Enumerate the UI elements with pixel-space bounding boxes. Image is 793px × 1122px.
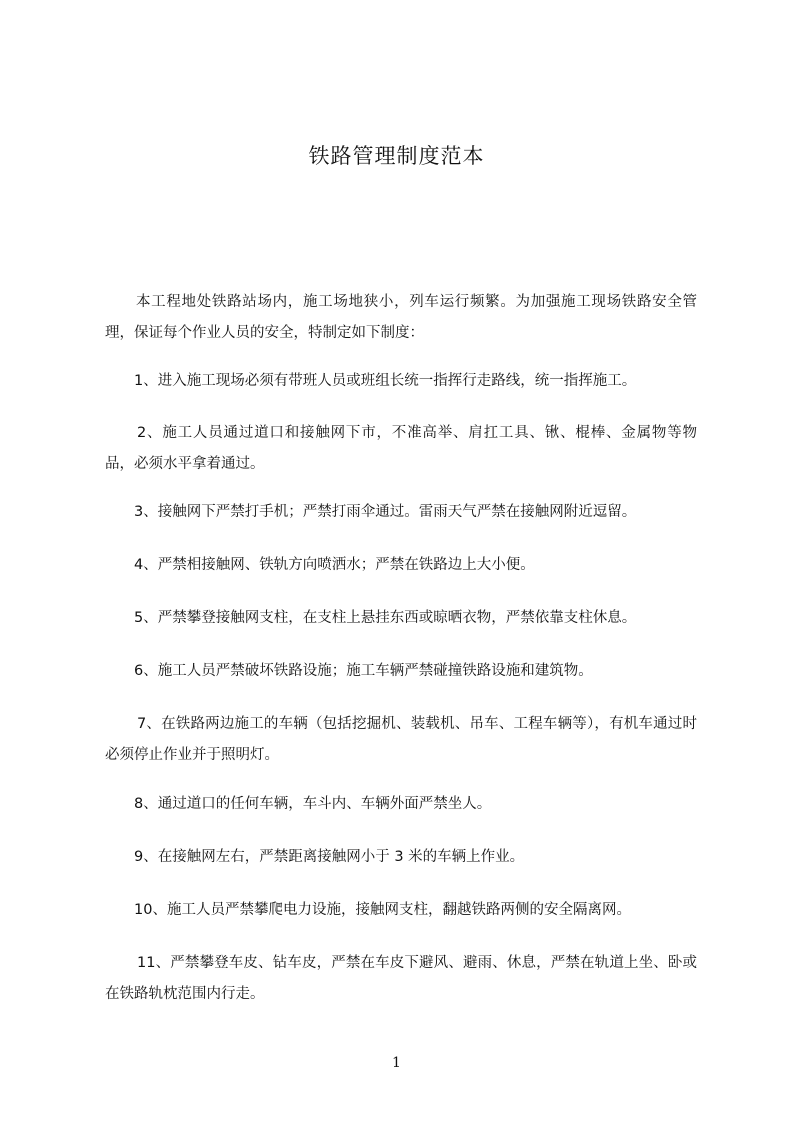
document-title: 铁路管理制度范本 — [308, 144, 485, 168]
rule-paragraph: 11、严禁攀登车皮、钻车皮，严禁在车皮下避风、避雨、休息，严禁在轨道上坐、卧或在铁路轨枕范围内行走。 — [105, 955, 697, 1002]
rule-paragraph: 4、严禁相接触网、铁轨方向喷洒水；严禁在铁路边上大小便。 — [134, 557, 535, 573]
rule-paragraph: 1、进入施工现场必须有带班人员或班组长统一指挥行走路线，统一指挥施工。 — [134, 373, 637, 389]
rule-paragraph: 10、施工人员严禁攀爬电力设施，接触网支柱，翻越铁路两侧的安全隔离网。 — [134, 902, 631, 918]
rule-paragraph: 6、施工人员严禁破坏铁路设施；施工车辆严禁碰撞铁路设施和建筑物。 — [134, 663, 593, 679]
intro-paragraph: 本工程地处铁路站场内，施工场地狭小，列车运行频繁。为加强施工现场铁路安全管理，保证每个作业人员的安全，特制定如下制度： — [105, 294, 697, 341]
rule-paragraph: 3、接触网下严禁打手机；严禁打雨伞通过。雷雨天气严禁在接触网附近逗留。 — [134, 504, 637, 520]
rule-paragraph: 8、通过道口的任何车辆，车斗内、车辆外面严禁坐人。 — [134, 796, 492, 812]
rule-paragraph: 9、在接触网左右，严禁距离接触网小于 3 米的车辆上作业。 — [134, 849, 525, 865]
rule-paragraph: 5、严禁攀登接触网支柱，在支柱上悬挂东西或晾晒衣物，严禁依靠支柱休息。 — [134, 610, 637, 626]
rule-paragraph: 7、在铁路两边施工的车辆（包括挖掘机、装载机、吊车、工程车辆等），有机车通过时必须停止作业并于照明灯。 — [105, 716, 697, 763]
page-number: 1 — [392, 1055, 401, 1071]
rule-paragraph: 2、施工人员通过道口和接触网下市，不准高举、肩扛工具、锹、棍棒、金属物等物品，必须水平拿着通过。 — [105, 425, 697, 472]
